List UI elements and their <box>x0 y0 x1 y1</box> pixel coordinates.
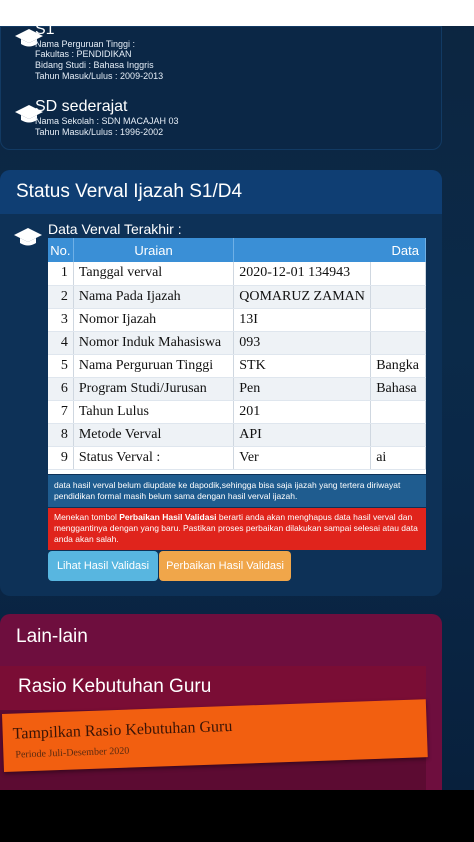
row-uraian: Tahun Lulus <box>73 400 233 423</box>
table-row <box>48 354 426 377</box>
row-uraian: Nomor Induk Mahasiswa <box>73 331 233 354</box>
s1-title: S1 <box>35 21 55 38</box>
rasio-button-label: Tampilkan Rasio Kebutuhan Guru <box>12 717 233 743</box>
row-data: STK <box>234 354 371 377</box>
table-row <box>48 377 426 400</box>
row-data: Pen <box>234 377 371 400</box>
s1-line: Tahun Masuk/Lulus : 2009-2013 <box>35 71 164 81</box>
row-uraian: Program Studi/Jurusan <box>73 377 233 400</box>
row-data-extra <box>371 262 426 285</box>
verval-card <box>0 170 442 596</box>
s1-line: Nama Perguruan Tinggi : <box>35 39 136 49</box>
row-data-extra <box>371 400 426 423</box>
table-row <box>48 400 426 423</box>
row-data-extra <box>371 285 426 308</box>
verval-header <box>0 170 442 214</box>
row-number: 6 <box>48 377 73 400</box>
table-row <box>48 423 426 446</box>
education-card <box>0 21 442 150</box>
row-data-extra: Bahasa <box>371 377 426 400</box>
col-header-no: No. <box>48 238 73 262</box>
row-data-extra <box>371 331 426 354</box>
row-data-extra <box>371 308 426 331</box>
table-row <box>48 285 426 308</box>
table-row <box>48 262 426 285</box>
warning-bold: Perbaikan Hasil Validasi <box>119 512 217 522</box>
table-row <box>48 446 426 469</box>
warning-text: Menekan tombol <box>54 512 120 522</box>
sd-line: Nama Sekolah : SDN MACAJAH 03 <box>35 116 179 126</box>
perbaikan-hasil-validasi-button[interactable]: Perbaikan Hasil Validasi <box>159 551 291 581</box>
row-data: Ver <box>234 446 371 469</box>
row-number: 3 <box>48 308 73 331</box>
row-uraian: Metode Verval <box>73 423 233 446</box>
data-verval-title: Data Verval Terakhir : <box>48 221 182 237</box>
row-number: 1 <box>48 262 73 285</box>
row-uraian: Status Verval : <box>73 446 233 469</box>
s1-line: Bidang Studi : Bahasa Inggris <box>35 60 154 70</box>
row-data: API <box>234 423 371 446</box>
row-data: QOMARUZ ZAMAN <box>234 285 371 308</box>
table-row <box>48 308 426 331</box>
row-data: 201 <box>234 400 371 423</box>
row-data-extra: Bangka <box>371 354 426 377</box>
bottom-bar <box>0 790 474 842</box>
graduation-cap-icon <box>14 226 42 248</box>
sd-line: Tahun Masuk/Lulus : 1996-2002 <box>35 127 164 137</box>
row-data-extra <box>371 423 426 446</box>
row-number: 8 <box>48 423 73 446</box>
verval-title: Status Verval Ijazah S1/D4 <box>16 181 243 202</box>
col-header-uraian: Uraian <box>73 238 233 262</box>
row-number: 9 <box>48 446 73 469</box>
row-uraian: Nomor Ijazah <box>73 308 233 331</box>
verval-table[interactable] <box>48 238 426 474</box>
lain-lain-title: Lain-lain <box>16 626 88 647</box>
row-uraian: Tanggal verval <box>73 262 233 285</box>
table-row <box>48 331 426 354</box>
lihat-hasil-validasi-button[interactable]: Lihat Hasil Validasi <box>48 551 158 581</box>
warning-message <box>48 508 426 550</box>
warning-text: berarti anda akan menghapus data hasil verval dan menggantinya dengan yang baru. Pastikan proses perbaikan dilakukan sampai selesai atau data anda akan salah. <box>54 512 418 544</box>
row-data: 2020-12-01 134943 <box>234 262 371 285</box>
row-number: 5 <box>48 354 73 377</box>
rasio-period: Periode Juli-Desember 2020 <box>15 745 130 761</box>
row-uraian: Nama Perguruan Tinggi <box>73 354 233 377</box>
row-uraian: Nama Pada Ijazah <box>73 285 233 308</box>
row-data-extra: ai <box>371 446 426 469</box>
info-message: data hasil verval belum diupdate ke dapodik,sehingga bisa saja ijazah yang tertera diriwayat pendidikan formal masih belum sama dengan hasil verval ijazah. <box>48 475 426 507</box>
col-header-data: Data <box>234 238 426 262</box>
row-number: 7 <box>48 400 73 423</box>
row-number: 4 <box>48 331 73 354</box>
s1-line: Fakultas : PENDIDIKAN <box>35 49 132 59</box>
row-data: 13I <box>234 308 371 331</box>
rasio-title: Rasio Kebutuhan Guru <box>18 676 212 697</box>
row-data: 093 <box>234 331 371 354</box>
row-number: 2 <box>48 285 73 308</box>
sd-title: SD sederajat <box>35 98 128 115</box>
top-bar <box>0 0 474 26</box>
